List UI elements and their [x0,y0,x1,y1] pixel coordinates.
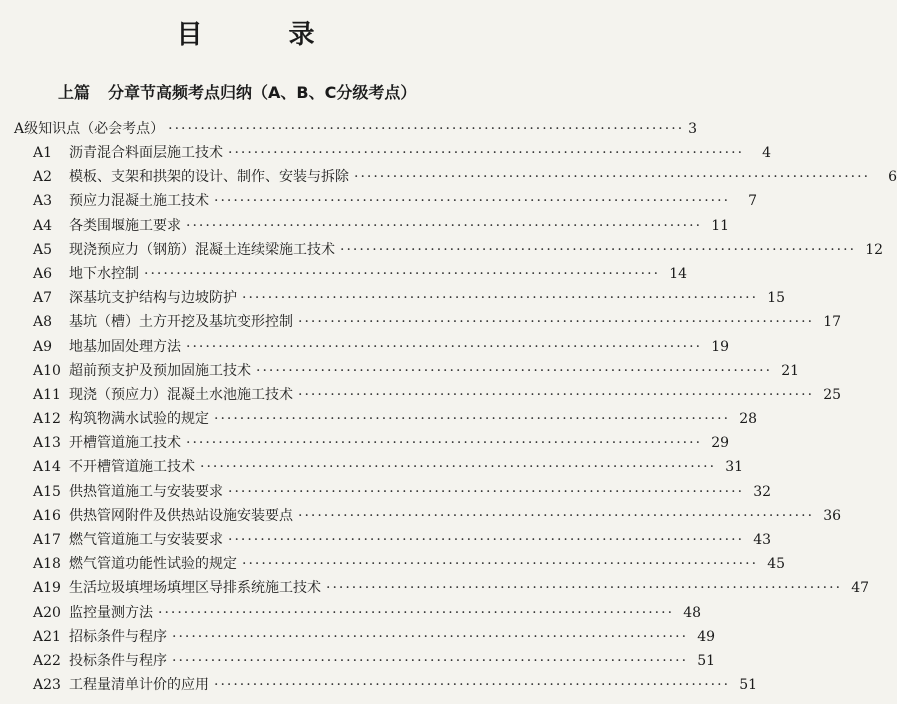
entry-title: 现浇预应力（钢筋）混凝土连续梁施工技术 [69,241,335,258]
entry-title: 工程量清单计价的应用 [69,677,209,694]
entry-page-number: 15 [767,290,786,307]
dot-leader: ················································································ [172,652,689,669]
entry-number: A4 [33,217,53,234]
section-page-number: 3 [688,121,698,137]
entry-title: 现浇（预应力）混凝土水池施工技术 [69,386,293,403]
entry-number: A9 [33,338,53,355]
section-label: A级知识点（必会考点） [14,121,165,137]
entry-number: A15 [33,483,61,500]
dot-leader: ················································································ [298,386,815,403]
toc-entry[interactable] [33,166,897,190]
entry-number: A6 [33,265,53,282]
toc-entry[interactable] [33,505,842,529]
entry-title: 预应力混凝土施工技术 [69,193,209,210]
entry-page-number: 14 [669,265,688,282]
toc-entry[interactable] [33,239,884,263]
entry-title: 供热管道施工与安装要求 [69,483,223,500]
dot-leader: ················································································ [158,604,675,621]
entry-number: A2 [33,169,53,186]
entry-page-number: 51 [697,652,716,669]
entry-title: 供热管网附件及供热站设施安装要点 [69,507,293,524]
entry-page-number: 6 [888,169,897,186]
entry-page-number: 28 [739,411,758,428]
entry-page-number: 19 [711,338,730,355]
entry-number: A23 [33,677,61,694]
dot-leader: ················································································ [340,241,857,258]
entry-page-number: 12 [865,241,884,258]
entry-page-number: 21 [781,362,800,379]
entry-title: 各类围堰施工要求 [69,217,181,234]
entry-page-number: 36 [823,507,842,524]
entry-page-number: 45 [767,556,786,573]
entry-page-number: 48 [683,604,702,621]
entry-number: A1 [33,145,53,161]
toc-entry[interactable] [33,408,758,432]
entry-page-number: 11 [711,217,730,234]
toc-entry[interactable] [33,626,716,650]
part-title: 分章节高频考点归纳（A、B、C分级考点） [108,83,417,102]
entry-page-number: 49 [697,628,716,645]
toc-entry[interactable] [33,432,730,456]
entry-page-number: 47 [851,580,870,597]
entry-number: A5 [33,241,53,258]
toc-entry[interactable] [33,529,772,553]
part-label: 上篇 [58,83,91,102]
entry-title: 开槽管道施工技术 [69,435,181,452]
entry-title: 投标条件与程序 [69,652,167,669]
entry-title: 模板、支架和拱架的设计、制作、安装与拆除 [69,169,349,186]
entry-title: 燃气管道施工与安装要求 [69,532,223,548]
entry-page-number: 17 [823,314,842,331]
toc-entry[interactable] [33,336,730,360]
entry-title: 地下水控制 [69,265,139,282]
entry-number: A7 [33,290,53,307]
entry-page-number: 31 [725,459,744,476]
entry-number: A21 [33,628,61,645]
entry-page-number: 29 [711,435,730,452]
toc-entry[interactable] [33,384,842,408]
toc-entry[interactable] [33,456,744,480]
toc-entry[interactable] [33,142,772,166]
toc-entry[interactable] [33,650,716,674]
entry-number: A10 [33,362,61,379]
dot-leader: ················································································ [200,459,717,476]
entry-title: 生活垃圾填埋场填埋区导排系统施工技术 [69,580,321,597]
dot-leader: ················································································ [228,532,745,548]
entry-page-number: 32 [753,483,772,500]
entry-number: A3 [33,193,53,210]
entry-title: 招标条件与程序 [69,628,167,645]
entry-page-number: 25 [823,386,842,403]
entry-title: 燃气管道功能性试验的规定 [69,556,237,573]
toc-entry[interactable] [33,263,688,287]
entry-page-number: 7 [748,193,758,210]
entry-number: A18 [33,556,61,573]
entry-title: 不开槽管道施工技术 [69,459,195,476]
toc-entry[interactable] [33,553,786,577]
entry-title: 沥青混合料面层施工技术 [69,145,223,161]
toc-entry[interactable] [33,215,730,239]
entry-title: 基坑（槽）土方开挖及基坑变形控制 [69,314,293,331]
part-heading [58,80,416,103]
dot-leader: ················································································ [214,677,731,694]
toc-entry[interactable] [33,577,870,601]
dot-leader: ················································································ [168,121,685,137]
dot-leader: ················································································ [228,483,745,500]
dot-leader: ················································································ [228,145,745,161]
toc-entry[interactable] [33,287,786,311]
dot-leader: ················································································ [172,628,689,645]
entry-number: A20 [33,604,61,621]
toc-entry[interactable] [33,481,772,505]
dot-leader: ················································································ [326,580,843,597]
toc-entry[interactable] [33,190,758,214]
dot-leader: ················································································ [242,290,759,307]
entry-title: 构筑物满水试验的规定 [69,411,209,428]
dot-leader: ················································································ [256,362,773,379]
dot-leader: ················································································ [214,411,731,428]
entry-number: A16 [33,507,61,524]
dot-leader: ················································································ [298,314,815,331]
dot-leader: ················································································ [186,435,703,452]
entry-number: A17 [33,532,61,548]
entry-number: A8 [33,314,53,331]
entry-title: 监控量测方法 [69,604,153,621]
entry-title: 超前预支护及预加固施工技术 [69,362,251,379]
entry-number: A14 [33,459,61,476]
dot-leader: ················································································ [186,338,703,355]
dot-leader: ················································································ [354,169,871,186]
section-heading [14,118,698,138]
entry-number: A11 [33,386,61,403]
toc-entry[interactable] [33,311,842,335]
dot-leader: ················································································ [186,217,703,234]
toc-entry[interactable] [33,602,702,626]
entry-number: A19 [33,580,61,597]
dot-leader: ················································································ [214,193,731,210]
dot-leader: ················································································ [144,265,661,282]
toc-entry[interactable] [33,360,800,384]
toc-entry-list [33,142,897,698]
entry-title: 深基坑支护结构与边坡防护 [69,290,237,307]
entry-page-number: 51 [739,677,758,694]
entry-number: A12 [33,411,61,428]
dot-leader: ················································································ [298,507,815,524]
dot-leader: ················································································ [242,556,759,573]
entry-number: A22 [33,652,61,669]
entry-page-number: 4 [762,145,772,161]
toc-entry[interactable] [33,674,758,698]
entry-title: 地基加固处理方法 [69,338,181,355]
entry-number: A13 [33,435,61,452]
toc-title: 目 录 [176,20,345,50]
entry-page-number: 43 [753,532,772,548]
